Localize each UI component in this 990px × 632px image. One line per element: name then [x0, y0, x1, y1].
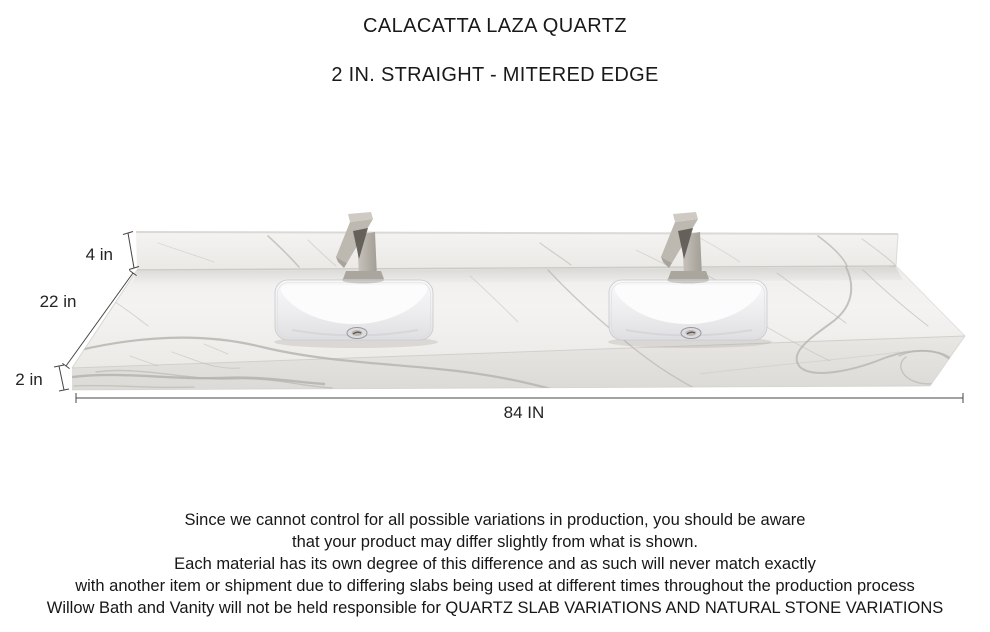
disclaimer-line: that your product may differ slightly from what is shown.: [292, 533, 698, 551]
disclaimer-line: with another item or shipment due to differing slabs being used at different times throughout the production process: [75, 577, 915, 595]
left-sink-drain: [347, 328, 367, 339]
dimension-label-thickness: 2 in: [15, 370, 43, 389]
dimension-line-width: [76, 393, 963, 403]
disclaimer-text: [0, 509, 990, 619]
dimension-label-backsplash-height: 4 in: [85, 245, 113, 264]
dimension-label-width: 84 IN: [503, 403, 545, 422]
product-title: CALACATTA LAZA QUARTZ: [362, 15, 627, 37]
edge-style-subtitle: 2 IN. STRAIGHT - MITERED EDGE: [331, 64, 659, 86]
backsplash: [136, 232, 898, 270]
disclaimer-line: Since we cannot control for all possible variations in production, you should be aware: [184, 511, 806, 529]
dimension-line-thickness: [54, 365, 69, 391]
left-sink: [274, 280, 438, 348]
disclaimer-line: Each material has its own degree of this difference and as such will never match exactly: [174, 555, 816, 573]
right-sink: [608, 280, 772, 348]
dimension-label-depth: 22 in: [39, 292, 77, 311]
disclaimer-line: Willow Bath and Vanity will not be held responsible for QUARTZ SLAB VARIATIONS AND NATURAL STONE VARIATIONS: [46, 599, 944, 617]
